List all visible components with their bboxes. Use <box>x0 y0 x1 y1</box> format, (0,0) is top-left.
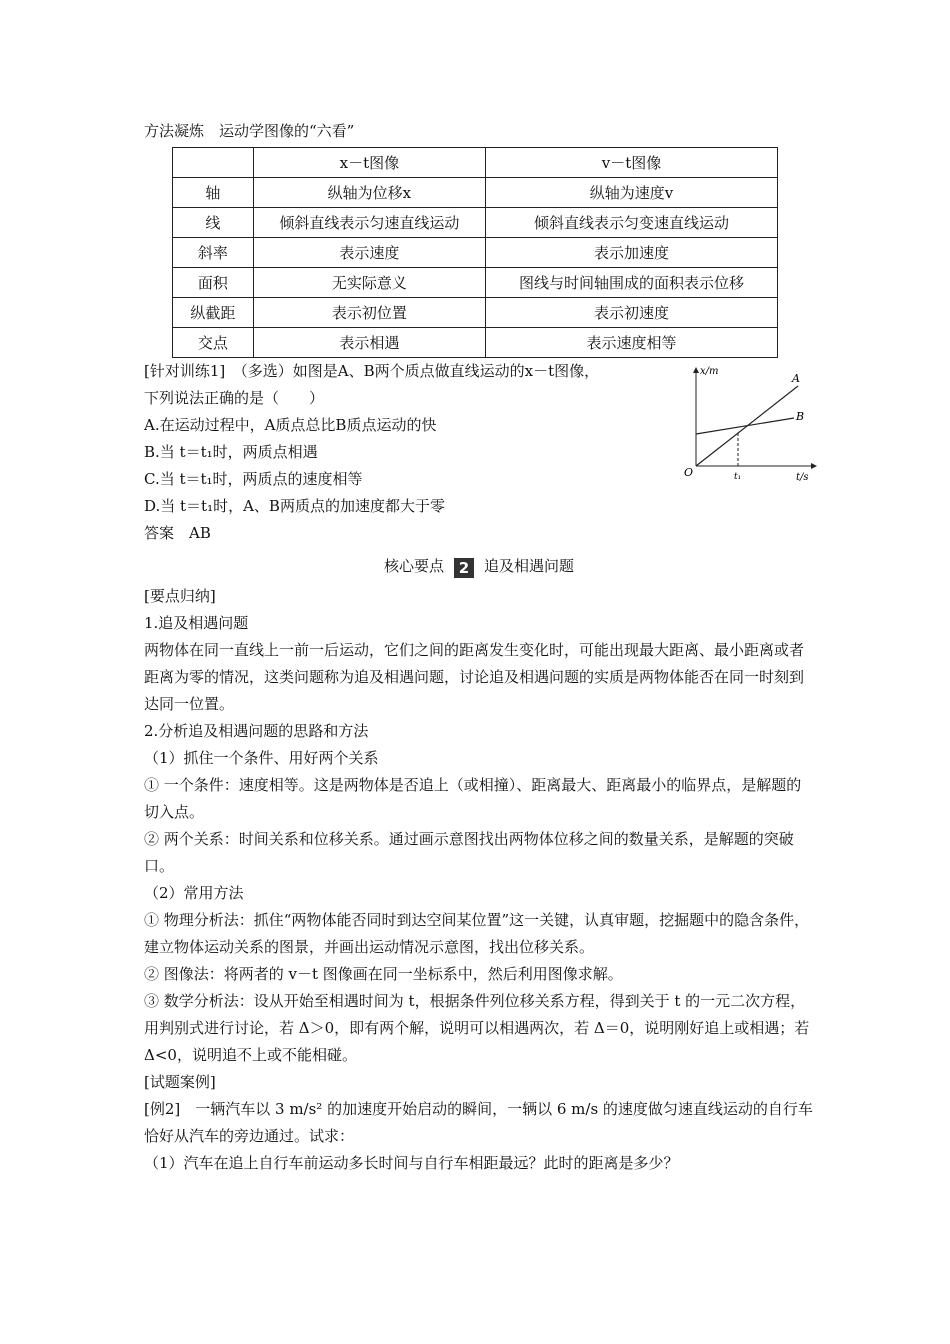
point-2-title: 2.分析追及相遇问题的思路和方法 <box>144 722 369 740</box>
method-math: ③ 数学分析法：设从开始至相遇时间为 t，根据条件列位移关系方程，得到关于 t 的一元二次方程，用判别式进行讨论，若 Δ＞0，即有两个解，说明可以相遇两次，若 Δ＝0，说明刚好追上或相遇；若 Δ<0，说明追不上或不能相碰。 <box>144 992 810 1064</box>
table-row <box>173 268 778 298</box>
point-2-sub1: （1）抓住一个条件、用好两个关系 <box>144 749 379 767</box>
point-2-item2: ② 两个关系：时间关系和位移关系。通过画示意图找出两物体位移之间的数量关系，是解题的突破口。 <box>144 830 794 875</box>
method-title: 方法凝炼 运动学图像的“六看” <box>144 122 355 140</box>
option-b: B.当 t＝t₁时，两质点相遇 <box>144 443 318 461</box>
document-page <box>144 118 814 1177</box>
table-cell: 面积 <box>173 268 254 298</box>
table-cell: 交点 <box>173 328 254 358</box>
table-cell: 表示加速度 <box>485 238 777 268</box>
table-cell: 纵截距 <box>173 298 254 328</box>
summary-tag: [要点归纳] <box>144 587 216 605</box>
table-cell: 表示初速度 <box>485 298 777 328</box>
table-cell: 图线与时间轴围成的面积表示位移 <box>485 268 777 298</box>
line-b <box>696 418 794 434</box>
method-physics: ① 物理分析法：抓住“两物体能否同时到达空间某位置”这一关键，认真审题，挖掘题中的隐含条件，建立物体运动关系的图景，并画出运动情况示意图，找出位移关系。 <box>144 911 810 956</box>
table-cell: 表示速度 <box>253 238 485 268</box>
six-views-table <box>172 147 778 358</box>
exercise-stem: 下列说法正确的是（ ） <box>144 389 325 407</box>
point-1-text: 两物体在同一直线上一前一后运动，它们之间的距离发生变化时，可能出现最大距离、最小距离或者距离为零的情况，这类问题称为追及相遇问题，讨论追及相遇问题的实质是两物体能否在同一时刻到达同一位置。 <box>144 641 805 713</box>
table-cell: 表示初位置 <box>253 298 485 328</box>
table-header-cell: v－t图像 <box>485 148 777 178</box>
option-a: A.在运动过程中，A质点总比B质点运动的快 <box>144 416 437 434</box>
table-header-row <box>173 148 778 178</box>
case-tag: [试题案例] <box>144 1073 216 1091</box>
example-2: [例2] 一辆汽车以 3 m/s² 的加速度开始启动的瞬间，一辆以 6 m/s 的速度做匀速直线运动的自行车恰好从汽车的旁边通过。试求： <box>144 1100 813 1145</box>
table-cell: 轴 <box>173 178 254 208</box>
method-graph: ② 图像法：将两者的 v－t 图像画在同一坐标系中，然后利用图像求解。 <box>144 965 623 983</box>
table-header-cell <box>173 148 254 178</box>
option-d: D.当 t＝t₁时，A、B两质点的加速度都大于零 <box>144 497 445 515</box>
option-c: C.当 t＝t₁时，两质点的速度相等 <box>144 470 363 488</box>
section-number-badge: 2 <box>454 558 474 578</box>
line-a-label: A <box>792 372 800 385</box>
answer: 答案 AB <box>144 524 211 542</box>
table-cell: 表示速度相等 <box>485 328 777 358</box>
y-axis-label: x/m <box>700 366 719 377</box>
table-row <box>173 178 778 208</box>
table-row <box>173 298 778 328</box>
table-row <box>173 208 778 238</box>
table-cell: 纵轴为速度v <box>485 178 777 208</box>
section-title: 追及相遇问题 <box>484 557 575 575</box>
point-2-sub2: （2）常用方法 <box>144 884 244 902</box>
section-prefix: 核心要点 <box>383 557 444 575</box>
point-2-item1: ① 一个条件：速度相等。这是两物体是否追上（或相撞）、距离最大、距离最小的临界点，是解题的切入点。 <box>144 776 802 821</box>
section-heading <box>144 549 814 583</box>
table-header-cell: x－t图像 <box>253 148 485 178</box>
table-row <box>173 328 778 358</box>
table-cell: 倾斜直线表示匀速直线运动 <box>253 208 485 238</box>
line-b-label: B <box>796 410 805 423</box>
xt-graph <box>680 362 820 482</box>
table-row <box>173 238 778 268</box>
table-cell: 倾斜直线表示匀变速直线运动 <box>485 208 777 238</box>
exercise-block <box>144 358 814 547</box>
x-axis-label: t/s <box>796 472 809 482</box>
t1-label: t₁ <box>734 472 742 482</box>
table-cell: 表示相遇 <box>253 328 485 358</box>
question-1: （1）汽车在追上自行车前运动多长时间与自行车相距最远？此时的距离是多少？ <box>144 1154 679 1172</box>
exercise-stem: [针对训练1] （多选）如图是A、B两个质点做直线运动的x－t图像， <box>144 362 600 380</box>
table-cell: 纵轴为位移x <box>253 178 485 208</box>
table-cell: 斜率 <box>173 238 254 268</box>
table-cell: 线 <box>173 208 254 238</box>
table-cell: 无实际意义 <box>253 268 485 298</box>
point-1-title: 1.追及相遇问题 <box>144 614 249 632</box>
origin-label: O <box>684 466 694 479</box>
